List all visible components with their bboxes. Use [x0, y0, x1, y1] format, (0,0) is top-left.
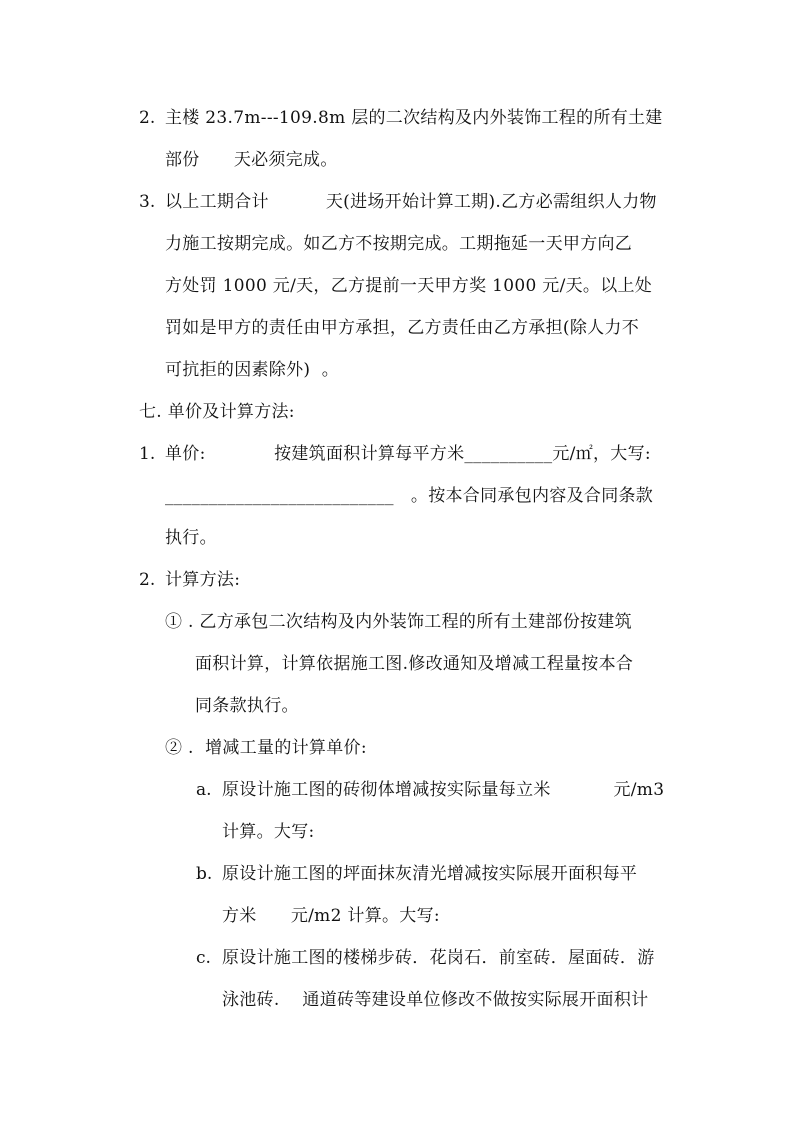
section-7-2-number: 2.: [139, 570, 156, 590]
clause-a-line-2: 计算。大写:: [222, 822, 315, 842]
section-7-heading: 七. 单价及计算方法:: [139, 402, 295, 422]
item-2-line-1: 主楼 23.7m---109.8m 层的二次结构及内外装饰工程的所有土建: [165, 108, 663, 128]
item-3-line-2: 力施工按期完成。如乙方不按期完成。工期拖延一天甲方向乙: [165, 234, 633, 254]
clause-b-line-2: 方米 元/m2 计算。大写:: [222, 906, 440, 926]
clause-a-line-1: 原设计施工图的砖彻体增减按实际量每立米 元/m3: [222, 780, 665, 800]
item-3-line-4: 罚如是甲方的责任由甲方承担，乙方责任由乙方承担(除人力不: [165, 318, 640, 338]
clause-c-line-1: 原设计施工图的楼梯步砖．花岗石．前室砖．屋面砖．游: [222, 948, 655, 968]
section-7-1-line-3: 执行。: [165, 528, 217, 548]
item-3-line-3: 方处罚 1000 元/天，乙方提前一天甲方奖 1000 元/天。以上处: [165, 276, 653, 296]
clause-a-number: a.: [196, 780, 212, 800]
item-3-line-1: 以上工期合计 天(进场开始计算工期).乙方必需组织人力物: [165, 192, 657, 212]
clause-circle-1-line-1: ① . 乙方承包二次结构及内外装饰工程的所有土建部份按建筑: [165, 612, 632, 632]
clause-c-number: c.: [196, 948, 211, 968]
item-2-line-2: 部份 天必须完成。: [165, 150, 338, 170]
section-7-1-line-1: 单价: 按建筑面积计算每平方米__________元/㎡，大写:: [165, 444, 651, 464]
item-2-number: 2.: [139, 108, 156, 128]
clause-b-number: b.: [196, 864, 213, 884]
section-7-1-number: 1.: [139, 444, 156, 464]
section-7-1-line-2: __________________________ 。按本合同承包内容及合同条款: [165, 486, 654, 506]
clause-circle-1-line-2: 面积计算，计算依据施工图.修改通知及增减工程量按本合: [195, 654, 634, 674]
section-7-2-line-1: 计算方法:: [165, 570, 241, 590]
item-3-line-5: 可抗拒的因素除外) 。: [165, 360, 340, 380]
clause-circle-2-line-1: ② . 增减工量的计算单价:: [165, 738, 367, 758]
clause-circle-1-line-3: 同条款执行。: [195, 696, 299, 716]
clause-c-line-2: 泳池砖. 通道砖等建设单位修改不做按实际展开面积计: [222, 990, 649, 1010]
clause-b-line-1: 原设计施工图的坪面抹灰清光增减按实际展开面积每平: [222, 864, 638, 884]
item-3-number: 3.: [139, 192, 156, 212]
